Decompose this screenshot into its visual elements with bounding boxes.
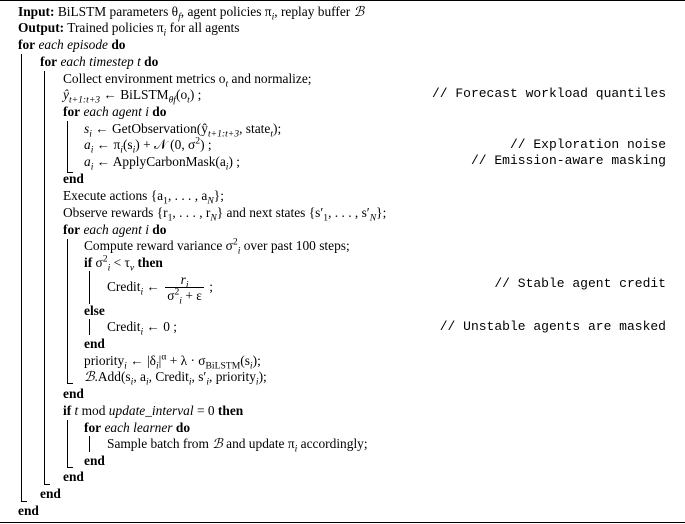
- execute-sub1: 1: [163, 195, 168, 207]
- variance-tail: over past 100 steps;: [240, 238, 350, 253]
- comment-forecast: // Forecast workload quantiles: [431, 86, 666, 101]
- act-a: a: [84, 137, 91, 152]
- kw-end: end: [40, 486, 61, 501]
- act-sub: i: [90, 144, 94, 156]
- mask-line: [84, 154, 241, 173]
- input-text3: , replay buffer: [274, 4, 354, 19]
- sample-text: Sample batch from: [107, 436, 213, 451]
- update-block-bar: [67, 420, 68, 467]
- kw-if: if: [84, 255, 93, 270]
- execute-text: Execute actions {a: [63, 188, 164, 203]
- agent-loop: each agent i: [83, 104, 149, 119]
- observation-line: [84, 121, 282, 140]
- agent-block-bar: [67, 121, 68, 172]
- agent-block-bar-2: [67, 239, 68, 383]
- kw-do: do: [152, 222, 167, 237]
- cond-sigma: σ: [95, 255, 103, 270]
- priority-tail-sub: BiLSTM: [205, 360, 241, 372]
- if-mod: mod: [78, 403, 109, 418]
- episode-loop: each episode: [38, 37, 108, 52]
- credit0-tail: ← 0 ;: [143, 319, 178, 334]
- observe-mid: , . . . , r: [172, 205, 211, 220]
- end-update-if: [63, 469, 84, 485]
- add-mid3-sub: i: [206, 376, 210, 388]
- input-text2: , agent policies π: [180, 4, 272, 19]
- priority-text: priority: [84, 353, 125, 368]
- else-line: [84, 303, 105, 319]
- frac-denominator: [165, 286, 204, 308]
- kw-end: end: [63, 469, 84, 484]
- act-tail-sub: i: [132, 144, 136, 156]
- variance-line: [84, 236, 350, 257]
- add-mid4: , priority: [209, 369, 256, 384]
- variance-sub: i: [237, 245, 241, 257]
- buffer-add-line: [84, 369, 267, 388]
- credit-text: Credit: [107, 279, 141, 294]
- sample-line: [107, 436, 368, 455]
- act-end: ) + 𝒩 (0, σ: [135, 137, 196, 152]
- observe-sub2: N: [210, 212, 217, 224]
- kw-end: end: [84, 453, 105, 468]
- frac-den-tail: + ε: [181, 288, 202, 304]
- execute-line: [63, 188, 224, 207]
- kw-then: then: [137, 255, 163, 270]
- input-line: [18, 4, 365, 23]
- credit0-sub: i: [140, 326, 144, 338]
- for-learner-line: [84, 420, 190, 436]
- action-line: [84, 135, 212, 156]
- for-episode-line: [18, 37, 126, 53]
- forecast-arg: (o: [175, 87, 188, 102]
- act-tail: (s: [122, 137, 133, 152]
- output-label: Output:: [18, 20, 65, 35]
- kw-for: for: [63, 222, 81, 237]
- priority-sup: α: [161, 351, 167, 363]
- obs-sub: i: [89, 128, 92, 140]
- kw-do: do: [152, 104, 167, 119]
- end-learner-loop: [84, 453, 105, 469]
- kw-end: end: [63, 171, 84, 186]
- forecast-arrow: ← BiLSTM: [100, 87, 169, 102]
- observe-sub3: 1: [323, 212, 329, 224]
- update-block-hook: [67, 467, 73, 468]
- end-if: [84, 336, 105, 352]
- frac-num: r: [180, 272, 186, 288]
- learner-loop: each learner: [104, 420, 173, 435]
- obs-mid-sub: t+1:t+3: [207, 128, 240, 140]
- agent-block-hook-2: [67, 383, 73, 384]
- frac-den-sup: 2: [174, 286, 180, 298]
- priority-end-sub: i: [249, 360, 253, 372]
- obs-mid: ← GetObservation(ŷ: [91, 121, 208, 136]
- end-agent-loop-2: [63, 386, 84, 402]
- collect-line: [63, 71, 312, 90]
- episode-block-bar: [21, 54, 22, 501]
- add-mid3: , s′: [191, 369, 207, 384]
- observe-line: [63, 205, 387, 224]
- for-agent-line-2: [63, 222, 166, 238]
- comment-exploration: // Exploration noise: [509, 137, 666, 152]
- observe-mid3: , . . . , s′: [328, 205, 370, 220]
- credit-end: ;: [205, 279, 213, 294]
- observe-text: Observe rewards {r: [63, 205, 168, 220]
- kw-then: then: [217, 403, 244, 418]
- priority-close: );: [252, 353, 261, 368]
- kw-if: if: [63, 403, 72, 418]
- cond-sub: i: [107, 262, 111, 274]
- act-close: ) ;: [200, 137, 212, 152]
- add-text: .Add(s: [94, 369, 131, 384]
- input-label: Input:: [18, 4, 55, 19]
- timestep-block-hook: [44, 484, 50, 485]
- priority-mid-sub: i: [155, 360, 159, 372]
- cond-sup: 2: [102, 253, 108, 265]
- for-agent-line: [63, 104, 166, 120]
- priority-end: (s: [240, 353, 250, 368]
- collect-sub: t: [225, 78, 229, 90]
- collect-text: Collect environment metrics o: [63, 71, 226, 86]
- mask-end: ) ;: [228, 154, 241, 169]
- frac-den-sub: i: [179, 296, 182, 308]
- forecast-line: [63, 87, 202, 106]
- obs-tail-sub: t: [270, 128, 274, 140]
- kw-end: end: [84, 336, 105, 351]
- priority-sub: i: [124, 360, 127, 372]
- timestep-block-bar: [44, 71, 45, 484]
- else-block-bar: [89, 319, 90, 335]
- mask-mid: ← ApplyCarbonMask(a: [93, 154, 226, 169]
- frac-numerator: [165, 272, 204, 292]
- replay-buffer-symbol: ℬ: [353, 5, 365, 20]
- obs-end: );: [273, 121, 282, 136]
- credit-zero-line: [107, 319, 178, 338]
- cond-mid: < τ: [110, 255, 130, 270]
- add-end: );: [258, 369, 267, 384]
- kw-end: end: [18, 503, 39, 518]
- forecast-tail: ) ;: [189, 87, 202, 102]
- obs-tail: , state: [239, 121, 271, 136]
- output-text2: for all agents: [166, 20, 240, 35]
- obs-s: s: [84, 121, 90, 136]
- observe-sub4: N: [369, 212, 377, 224]
- observe-end: };: [376, 205, 387, 220]
- frac-num-sub: i: [185, 280, 189, 292]
- collect-tail: and normalize;: [228, 71, 312, 86]
- act-mid: ← π: [93, 137, 121, 152]
- kw-for: for: [40, 54, 58, 69]
- kw-end: end: [63, 386, 84, 401]
- output-sub: i: [163, 27, 167, 39]
- if-block-bar: [89, 271, 90, 304]
- sample-end: accordingly;: [297, 436, 368, 451]
- credit-line: [107, 270, 213, 308]
- output-text: Trained policies π: [67, 20, 164, 35]
- add-mid-sub: i: [145, 376, 149, 388]
- add-mid2-sub: i: [188, 376, 192, 388]
- credit-fraction: [165, 272, 204, 308]
- add-mid: , a: [133, 369, 146, 384]
- sample-mid-sub: i: [294, 443, 298, 455]
- cond-mid-sub: v: [129, 262, 135, 274]
- input-sub: f: [178, 11, 181, 23]
- kw-for: for: [84, 420, 102, 435]
- if-interval: update_interval: [108, 403, 194, 418]
- credit0-text: Credit: [107, 319, 141, 334]
- output-line: [18, 20, 240, 39]
- timestep-loop: each timestep t: [60, 54, 141, 69]
- mask-sub: i: [90, 161, 94, 173]
- priority-mid: ← |δ: [126, 353, 156, 368]
- end-agent-loop: [63, 171, 84, 187]
- end-episode-loop: [18, 503, 39, 519]
- priority-line: [84, 351, 261, 372]
- input-sub2: i: [271, 11, 275, 23]
- comment-unstable: // Unstable agents are masked: [439, 319, 666, 334]
- kw-for: for: [18, 37, 36, 52]
- forecast-bilstm-sub: θf: [168, 94, 176, 106]
- if-variance-line: [84, 253, 163, 274]
- execute-mid: , . . . , a: [167, 188, 208, 203]
- if-update-line: [63, 403, 243, 419]
- credit-sub: i: [140, 286, 144, 298]
- priority-tail: + λ · σ: [166, 353, 206, 368]
- comment-masking: // Emission-aware masking: [470, 153, 666, 168]
- credit-arrow: ←: [143, 279, 164, 294]
- sample-mid: and update π: [222, 436, 295, 451]
- comment-stable: // Stable agent credit: [494, 276, 666, 291]
- observe-sub1: 1: [167, 212, 173, 224]
- if-t: t: [74, 403, 79, 418]
- agent-loop-2: each agent i: [83, 222, 149, 237]
- forecast-lhs-sub: t+1:t+3: [68, 94, 101, 106]
- forecast-arg-sub: t: [187, 94, 190, 106]
- learner-block-bar: [89, 436, 90, 452]
- variance-sup: 2: [232, 236, 238, 248]
- mask-mid-sub: i: [225, 161, 229, 173]
- top-rule: [0, 0, 685, 1]
- act-mid-sub: i: [120, 144, 123, 156]
- for-timestep-line: [40, 54, 158, 70]
- execute-end: };: [213, 188, 224, 203]
- variance-text: Compute reward variance σ: [84, 238, 233, 253]
- act-sup: 2: [195, 135, 201, 147]
- add-symbol: ℬ: [84, 370, 95, 385]
- frac-den: σ: [167, 288, 175, 304]
- episode-block-hook: [21, 501, 27, 502]
- bottom-rule: [0, 522, 685, 523]
- if-eq: = 0: [193, 403, 215, 418]
- end-timestep-loop: [40, 486, 61, 502]
- kw-do: do: [144, 54, 159, 69]
- observe-mid2: } and next states {s′: [216, 205, 324, 220]
- input-text: BiLSTM parameters θ: [57, 4, 179, 19]
- kw-for: for: [63, 104, 81, 119]
- add-mid4-sub: i: [255, 376, 259, 388]
- kw-do: do: [111, 37, 126, 52]
- add-mid2: , Credit: [148, 369, 189, 384]
- sample-symbol: ℬ: [212, 437, 223, 452]
- priority-mid2: |: [158, 353, 162, 368]
- forecast-lhs: ŷ: [63, 87, 69, 102]
- kw-else: else: [84, 303, 105, 318]
- execute-sub2: N: [207, 195, 214, 207]
- kw-do: do: [175, 420, 191, 435]
- add-sub: i: [130, 376, 134, 388]
- mask-a: a: [84, 154, 91, 169]
